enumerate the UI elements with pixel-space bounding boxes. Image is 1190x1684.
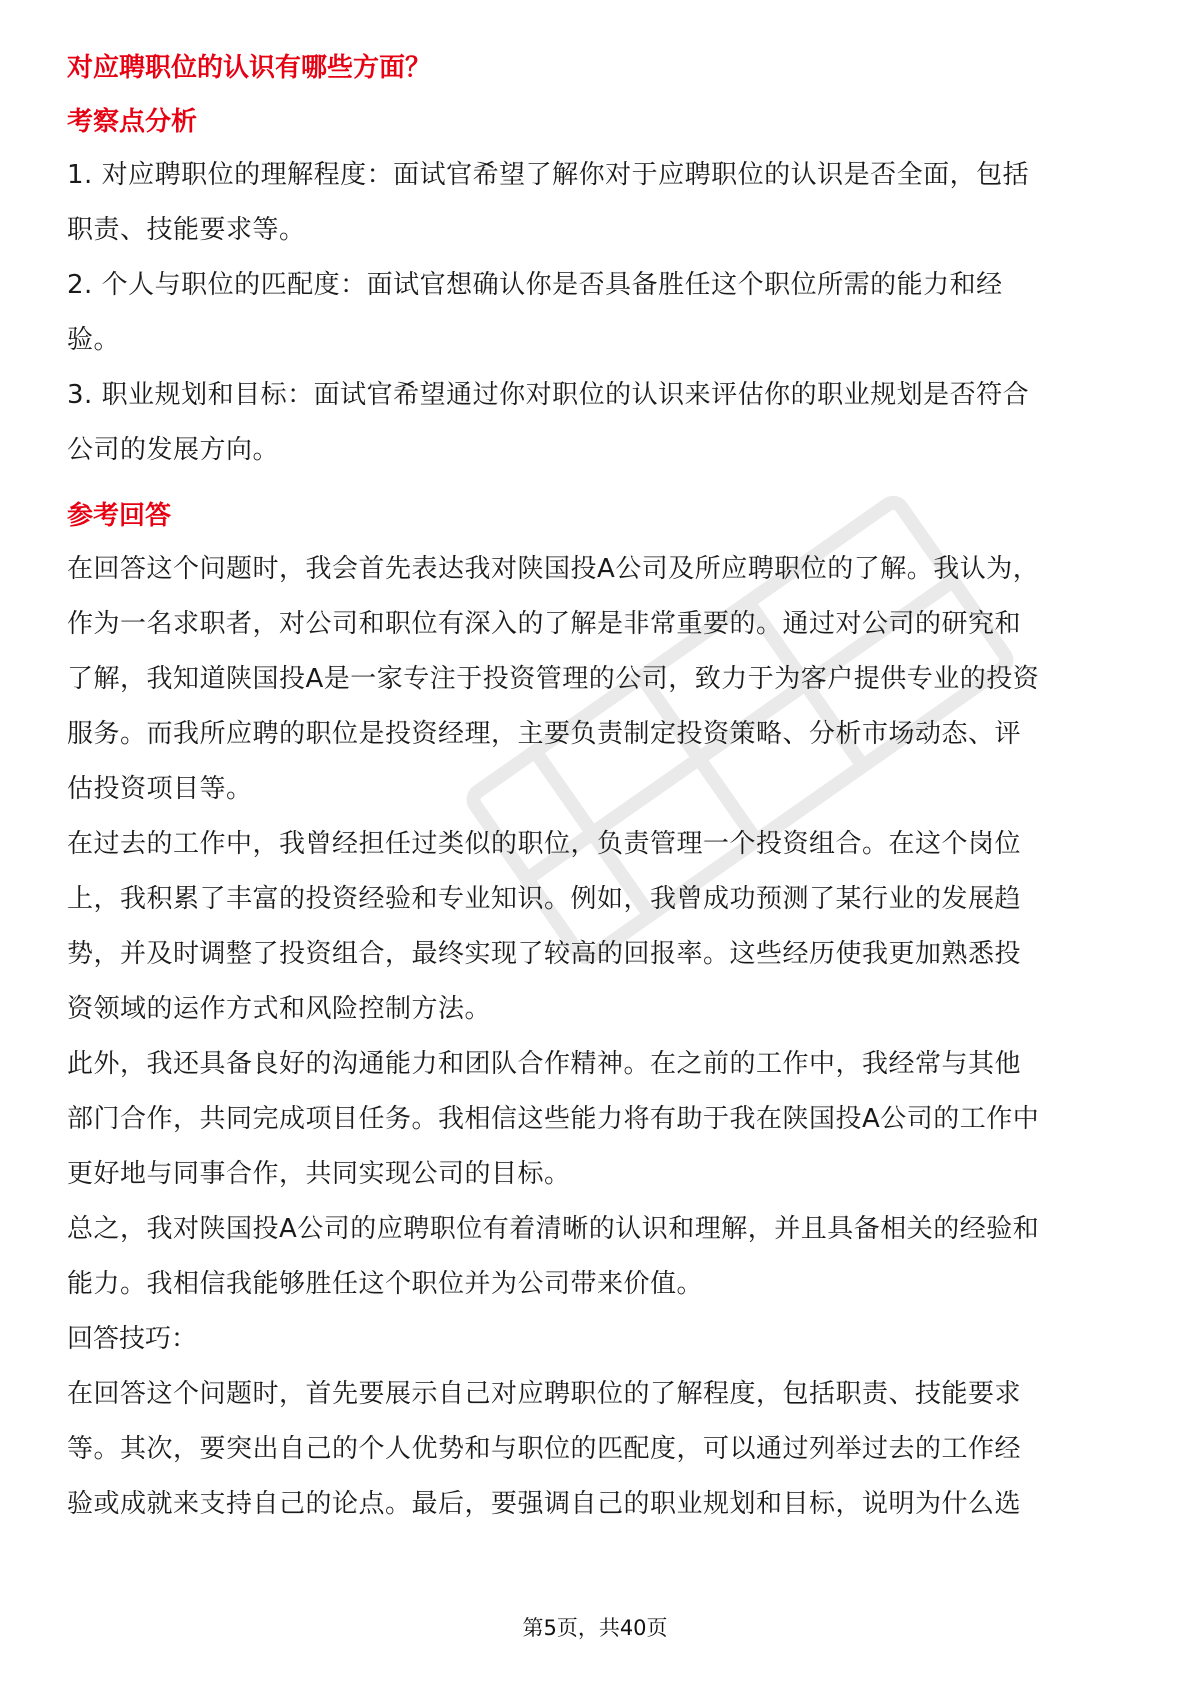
- analysis-item-1: 1. 对应聘职位的理解程度：面试官希望了解你对于应聘职位的认识是否全面，包括职责、技能要求等。: [67, 160, 1030, 245]
- reference-paragraph-1: 在回答这个问题时，我会首先表达我对陕国投A公司及所应聘职位的了解。我认为，作为一名求职者，对公司和职位有深入的了解是非常重要的。通过对公司的研究和了解，我知道陕国投A是一家专注于投资管理的公司，致力于为客户提供专业的投资服务。而我所应聘的职位是投资经理，主要负责制定投资策略、分析市场动态、评估投资项目等。: [67, 554, 1040, 804]
- analysis-item-3: 3. 职业规划和目标：面试官希望通过你对职位的认识来评估你的职业规划是否符合公司的发展方向。: [67, 380, 1030, 465]
- reference-paragraph-4: 总之，我对陕国投A公司的应聘职位有着清晰的认识和理解，并且具备相关的经验和能力。我相信我能够胜任这个职位并为公司带来价值。: [67, 1214, 1040, 1299]
- reference-heading: 参考回答: [67, 501, 172, 531]
- analysis-heading: 考察点分析: [67, 107, 198, 137]
- question-title: 对应聘职位的认识有哪些方面？: [67, 53, 432, 83]
- reference-paragraph-3: 此外，我还具备良好的沟通能力和团队合作精神。在之前的工作中，我经常与其他部门合作，共同完成项目任务。我相信这些能力将有助于我在陕国投A公司的工作中更好地与同事合作，共同实现公司的目标。: [67, 1049, 1040, 1189]
- tips-paragraph: 在回答这个问题时，首先要展示自己对应聘职位的了解程度，包括职责、技能要求等。其次，要突出自己的个人优势和与职位的匹配度，可以通过列举过去的工作经验或成就来支持自己的论点。最后，要强调自己的职业规划和目标，说明为什么选: [67, 1379, 1022, 1519]
- analysis-item-2: 2. 个人与职位的匹配度：面试官想确认你是否具备胜任这个职位所需的能力和经验。: [67, 270, 1003, 355]
- page-number: 第5页，共40页: [522, 1616, 668, 1640]
- document-content: [67, 50, 1047, 1532]
- reference-paragraph-2: 在过去的工作中，我曾经担任过类似的职位，负责管理一个投资组合。在这个岗位上，我积累了丰富的投资经验和专业知识。例如，我曾成功预测了某行业的发展趋势，并及时调整了投资组合，最终实现了较高的回报率。这些经历使我更加熟悉投资领域的运作方式和风险控制方法。: [67, 829, 1022, 1024]
- tips-label: 回答技巧：: [67, 1324, 198, 1354]
